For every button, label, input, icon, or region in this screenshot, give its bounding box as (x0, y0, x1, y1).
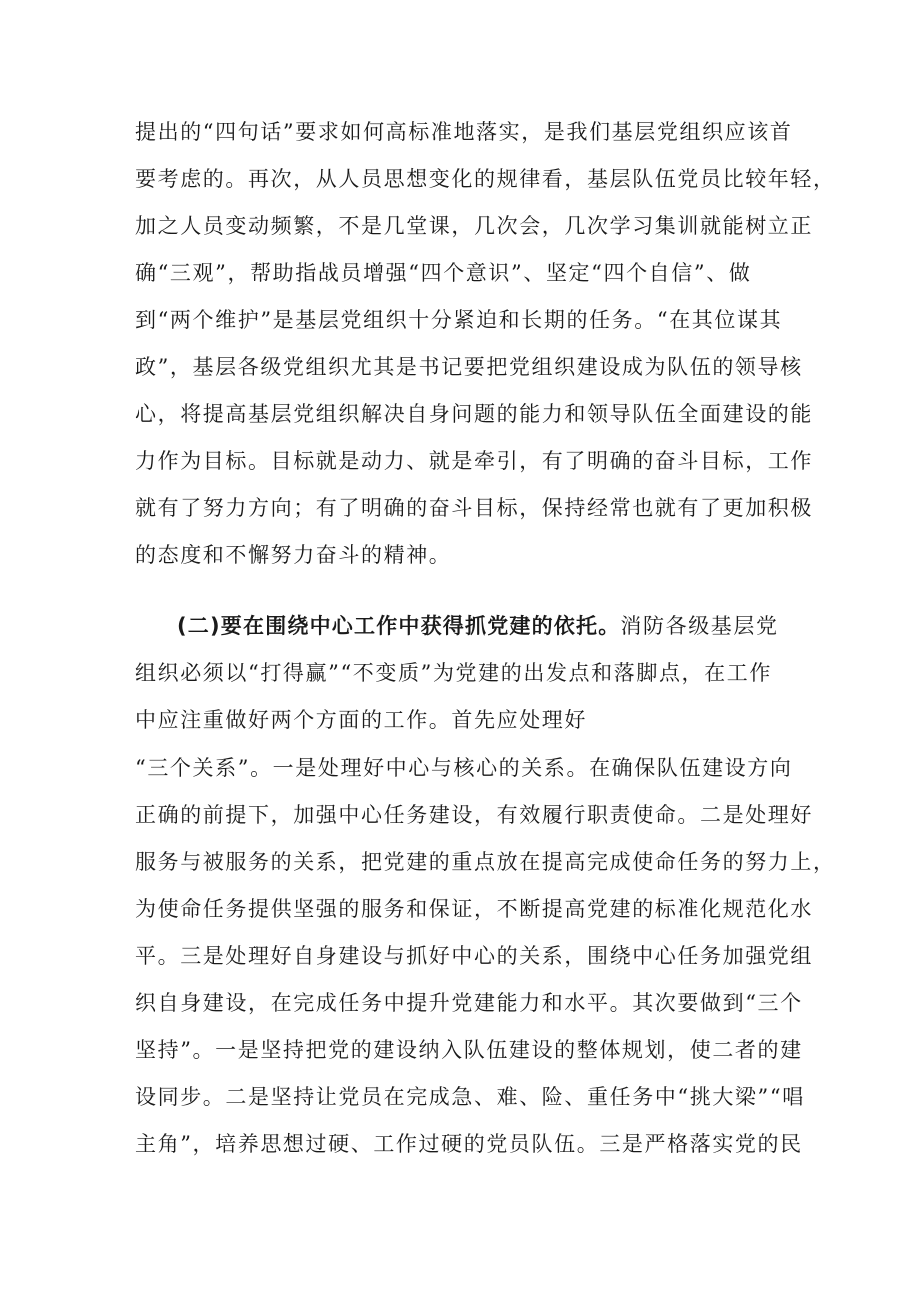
text-line: 政”，基层各级党组织尤其是书记要把党组织建设成为队伍的领导核 (135, 355, 803, 379)
text-line: 确“三观”，帮助指战员增强“四个意识”、坚定“四个自信”、做 (135, 261, 752, 285)
text-line: 力作为目标。目标就是动力、就是牵引，有了明确的奋斗目标，工作 (135, 449, 813, 473)
text-line: 提出的“四句话”要求如何高标准地落实，是我们基层党组织应该首 (135, 120, 793, 144)
text-line: 设同步。二是坚持让党员在完成急、难、险、重任务中“挑大梁”“唱 (135, 1085, 805, 1109)
text-line: 主角”，培养思想过硬、工作过硬的党员队伍。三是严格落实党的民 (135, 1132, 803, 1156)
text-line: 要考虑的。再次，从人员思想变化的规律看，基层队伍党员比较年轻， (135, 167, 836, 191)
section-heading: (二)要在围绕中心工作中获得抓党建的依托。 (177, 614, 621, 638)
text-line: 心，将提高基层党组织解决自身问题的能力和领导队伍全面建设的能 (135, 402, 813, 426)
text-line: 组织必须以“打得赢”“不变质”为党建的出发点和落脚点，在工作 (135, 661, 772, 685)
text-line: 服务与被服务的关系，把党建的重点放在提高完成使命任务的努力上， (135, 850, 836, 874)
text-line: 就有了努力方向；有了明确的奋斗目标，保持经常也就有了更加积极 (135, 496, 813, 520)
text-run: 消防各级基层党 (620, 614, 779, 638)
text-line: 织自身建设，在完成任务中提升党建能力和水平。其次要做到“三个 (135, 991, 803, 1015)
text-line: 加之人员变动频繁，不是几堂课，几次会，几次学习集训就能树立正 (135, 214, 813, 238)
text-line: 正确的前提下，加强中心任务建设，有效履行职责使命。二是处理好 (135, 803, 813, 827)
text-line: “三个关系”。一是处理好中心与核心的关系。在确保队伍建设方向 (135, 756, 793, 780)
text-line: 到“两个维护”是基层党组织十分紧迫和长期的任务。“在其位谋其 (135, 308, 783, 332)
text-line: 的态度和不懈努力奋斗的精神。 (135, 543, 452, 567)
text-line: 中应注重做好两个方面的工作。首先应处理好 (135, 708, 587, 732)
paragraph-first-line (177, 612, 779, 640)
text-line: 为使命任务提供坚强的服务和保证，不断提高党建的标准化规范化水 (135, 897, 813, 921)
text-line: 平。三是处理好自身建设与抓好中心的关系，围绕中心任务加强党组 (135, 944, 813, 968)
text-line: 坚持”。一是坚持把党的建设纳入队伍建设的整体规划，使二者的建 (135, 1038, 803, 1062)
